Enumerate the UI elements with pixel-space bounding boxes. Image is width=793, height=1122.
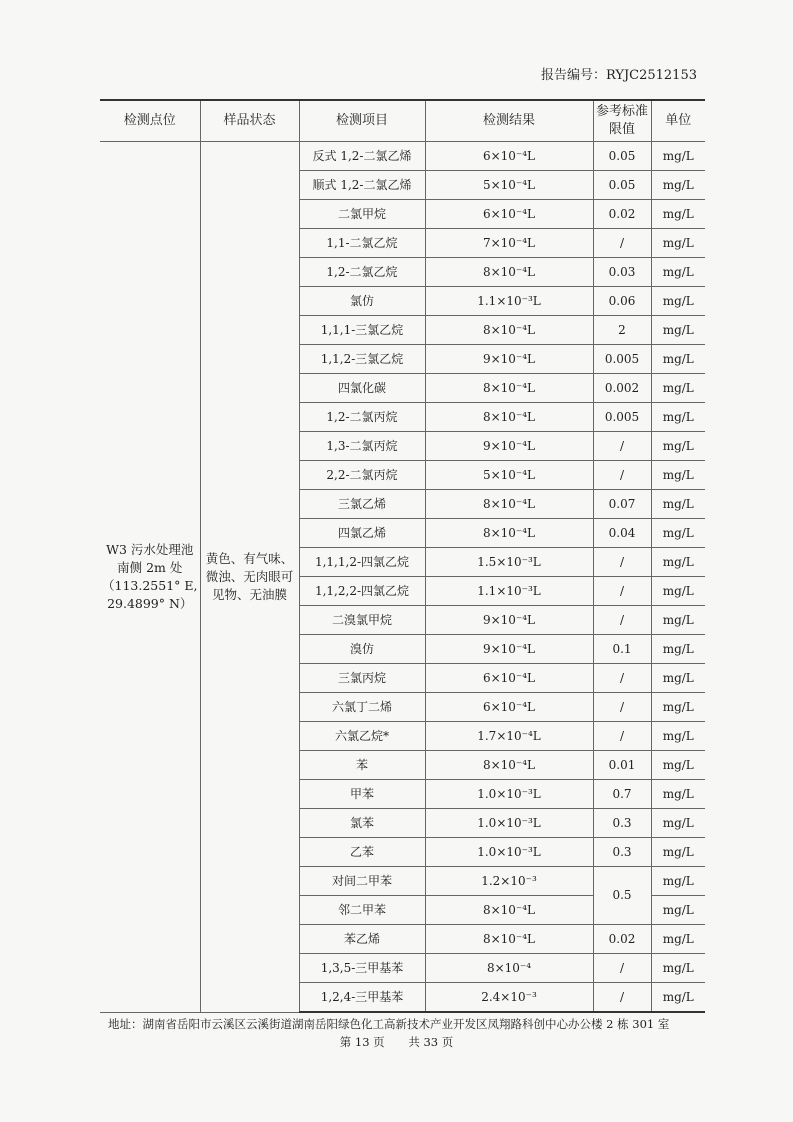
unit-cell: mg/L bbox=[651, 809, 705, 838]
reference-limit-cell: 0.7 bbox=[593, 780, 651, 809]
test-result-cell: 7×10⁻⁴L bbox=[425, 229, 593, 258]
report-number: 报告编号：RYJC2512153 bbox=[540, 68, 697, 83]
table-header-row bbox=[100, 100, 705, 142]
unit-cell: mg/L bbox=[651, 983, 705, 1013]
reference-limit-cell: 0.03 bbox=[593, 258, 651, 287]
unit-cell: mg/L bbox=[651, 229, 705, 258]
sample-state-cell: 黄色、有气味、微浊、无肉眼可见物、无油膜 bbox=[200, 142, 299, 1013]
test-item-cell: 苯 bbox=[299, 751, 425, 780]
col-header-unit: 单位 bbox=[651, 100, 705, 142]
test-item-cell: 1,1,1,2-四氯乙烷 bbox=[299, 548, 425, 577]
page-number bbox=[0, 1034, 793, 1050]
test-result-cell: 1.0×10⁻³L bbox=[425, 809, 593, 838]
test-item-cell: 六氯乙烷* bbox=[299, 722, 425, 751]
reference-limit-cell: 0.1 bbox=[593, 635, 651, 664]
test-result-cell: 8×10⁻⁴L bbox=[425, 490, 593, 519]
test-item-cell: 乙苯 bbox=[299, 838, 425, 867]
test-result-cell: 1.1×10⁻³L bbox=[425, 287, 593, 316]
test-result-cell: 8×10⁻⁴L bbox=[425, 403, 593, 432]
unit-cell: mg/L bbox=[651, 925, 705, 954]
unit-cell: mg/L bbox=[651, 316, 705, 345]
test-result-cell: 6×10⁻⁴L bbox=[425, 664, 593, 693]
reference-limit-cell: 0.005 bbox=[593, 403, 651, 432]
table-row bbox=[100, 142, 705, 171]
unit-cell: mg/L bbox=[651, 780, 705, 809]
reference-limit-cell: / bbox=[593, 722, 651, 751]
test-item-cell: 二氯甲烷 bbox=[299, 200, 425, 229]
test-item-cell: 1,3-二氯丙烷 bbox=[299, 432, 425, 461]
unit-cell: mg/L bbox=[651, 751, 705, 780]
reference-limit-cell: 0.05 bbox=[593, 171, 651, 200]
reference-limit-cell: / bbox=[593, 693, 651, 722]
reference-limit-cell: / bbox=[593, 983, 651, 1013]
reference-limit-cell: 0.05 bbox=[593, 142, 651, 171]
unit-cell: mg/L bbox=[651, 461, 705, 490]
col-header-sample-state: 样品状态 bbox=[200, 100, 299, 142]
test-item-cell: 对间二甲苯 bbox=[299, 867, 425, 896]
test-item-cell: 邻二甲苯 bbox=[299, 896, 425, 925]
test-result-cell: 8×10⁻⁴L bbox=[425, 258, 593, 287]
reference-limit-cell: / bbox=[593, 432, 651, 461]
test-result-cell: 1.5×10⁻³L bbox=[425, 548, 593, 577]
test-item-cell: 1,2-二氯乙烷 bbox=[299, 258, 425, 287]
reference-limit-cell: 0.3 bbox=[593, 809, 651, 838]
test-item-cell: 1,1,1-三氯乙烷 bbox=[299, 316, 425, 345]
reference-limit-cell: 2 bbox=[593, 316, 651, 345]
page-total: 共 33 页 bbox=[408, 1035, 454, 1049]
test-result-cell: 6×10⁻⁴L bbox=[425, 142, 593, 171]
unit-cell: mg/L bbox=[651, 664, 705, 693]
test-result-cell: 8×10⁻⁴ bbox=[425, 954, 593, 983]
test-results-table bbox=[100, 99, 705, 1013]
test-result-cell: 6×10⁻⁴L bbox=[425, 693, 593, 722]
test-item-cell: 四氯化碳 bbox=[299, 374, 425, 403]
unit-cell: mg/L bbox=[651, 432, 705, 461]
test-item-cell: 顺式 1,2-二氯乙烯 bbox=[299, 171, 425, 200]
test-result-cell: 9×10⁻⁴L bbox=[425, 432, 593, 461]
unit-cell: mg/L bbox=[651, 345, 705, 374]
unit-cell: mg/L bbox=[651, 838, 705, 867]
reference-limit-cell: / bbox=[593, 954, 651, 983]
reference-limit-cell: 0.3 bbox=[593, 838, 651, 867]
test-item-cell: 1,2,4-三甲基苯 bbox=[299, 983, 425, 1013]
test-item-cell: 苯乙烯 bbox=[299, 925, 425, 954]
test-item-cell: 反式 1,2-二氯乙烯 bbox=[299, 142, 425, 171]
reference-limit-cell: 0.06 bbox=[593, 287, 651, 316]
unit-cell: mg/L bbox=[651, 896, 705, 925]
reference-limit-cell: 0.005 bbox=[593, 345, 651, 374]
unit-cell: mg/L bbox=[651, 171, 705, 200]
unit-cell: mg/L bbox=[651, 403, 705, 432]
test-result-cell: 8×10⁻⁴L bbox=[425, 374, 593, 403]
test-result-cell: 5×10⁻⁴L bbox=[425, 171, 593, 200]
unit-cell: mg/L bbox=[651, 548, 705, 577]
reference-limit-cell: / bbox=[593, 664, 651, 693]
col-header-limit: 参考标准限值 bbox=[593, 100, 651, 142]
test-result-cell: 1.7×10⁻⁴L bbox=[425, 722, 593, 751]
reference-limit-cell: 0.07 bbox=[593, 490, 651, 519]
test-result-cell: 9×10⁻⁴L bbox=[425, 635, 593, 664]
reference-limit-cell: 0.04 bbox=[593, 519, 651, 548]
test-item-cell: 四氯乙烯 bbox=[299, 519, 425, 548]
test-item-cell: 2,2-二氯丙烷 bbox=[299, 461, 425, 490]
col-header-site: 检测点位 bbox=[100, 100, 200, 142]
test-item-cell: 1,1,2,2-四氯乙烷 bbox=[299, 577, 425, 606]
unit-cell: mg/L bbox=[651, 693, 705, 722]
unit-cell: mg/L bbox=[651, 142, 705, 171]
reference-limit-cell: / bbox=[593, 606, 651, 635]
unit-cell: mg/L bbox=[651, 867, 705, 896]
unit-cell: mg/L bbox=[651, 490, 705, 519]
col-header-item: 检测项目 bbox=[299, 100, 425, 142]
reference-limit-cell: / bbox=[593, 548, 651, 577]
reference-limit-cell: 0.02 bbox=[593, 200, 651, 229]
reference-limit-cell: 0.02 bbox=[593, 925, 651, 954]
test-result-cell: 1.1×10⁻³L bbox=[425, 577, 593, 606]
test-result-cell: 1.2×10⁻³ bbox=[425, 867, 593, 896]
test-item-cell: 1,1,2-三氯乙烷 bbox=[299, 345, 425, 374]
test-result-cell: 8×10⁻⁴L bbox=[425, 896, 593, 925]
test-item-cell: 1,3,5-三甲基苯 bbox=[299, 954, 425, 983]
unit-cell: mg/L bbox=[651, 287, 705, 316]
unit-cell: mg/L bbox=[651, 722, 705, 751]
test-item-cell: 六氯丁二烯 bbox=[299, 693, 425, 722]
test-item-cell: 三氯乙烯 bbox=[299, 490, 425, 519]
reference-limit-cell: 0.002 bbox=[593, 374, 651, 403]
test-result-cell: 8×10⁻⁴L bbox=[425, 751, 593, 780]
test-item-cell: 甲苯 bbox=[299, 780, 425, 809]
reference-limit-cell: / bbox=[593, 461, 651, 490]
unit-cell: mg/L bbox=[651, 258, 705, 287]
test-result-cell: 9×10⁻⁴L bbox=[425, 345, 593, 374]
reference-limit-cell: 0.5 bbox=[593, 867, 651, 925]
test-result-cell: 8×10⁻⁴L bbox=[425, 519, 593, 548]
test-item-cell: 1,2-二氯丙烷 bbox=[299, 403, 425, 432]
test-item-cell: 氯苯 bbox=[299, 809, 425, 838]
monitoring-site-cell: W3 污水处理池南侧 2m 处（113.2551° E, 29.4899° N） bbox=[100, 142, 200, 1013]
page-current: 第 13 页 bbox=[339, 1035, 385, 1049]
footer-address: 地址：湖南省岳阳市云溪区云溪街道湖南岳阳绿色化工高新技术产业开发区凤翔路科创中心办公楼 2 栋 301 室 bbox=[108, 1017, 670, 1031]
unit-cell: mg/L bbox=[651, 519, 705, 548]
test-result-cell: 1.0×10⁻³L bbox=[425, 838, 593, 867]
unit-cell: mg/L bbox=[651, 200, 705, 229]
reference-limit-cell: / bbox=[593, 229, 651, 258]
col-header-result: 检测结果 bbox=[425, 100, 593, 142]
test-result-cell: 8×10⁻⁴L bbox=[425, 316, 593, 345]
unit-cell: mg/L bbox=[651, 374, 705, 403]
unit-cell: mg/L bbox=[651, 606, 705, 635]
test-result-cell: 5×10⁻⁴L bbox=[425, 461, 593, 490]
test-result-cell: 1.0×10⁻³L bbox=[425, 780, 593, 809]
reference-limit-cell: 0.01 bbox=[593, 751, 651, 780]
unit-cell: mg/L bbox=[651, 635, 705, 664]
test-item-cell: 二溴氯甲烷 bbox=[299, 606, 425, 635]
reference-limit-cell: / bbox=[593, 577, 651, 606]
test-item-cell: 溴仿 bbox=[299, 635, 425, 664]
test-result-cell: 9×10⁻⁴L bbox=[425, 606, 593, 635]
unit-cell: mg/L bbox=[651, 954, 705, 983]
test-result-cell: 8×10⁻⁴L bbox=[425, 925, 593, 954]
test-item-cell: 1,1-二氯乙烷 bbox=[299, 229, 425, 258]
test-item-cell: 氯仿 bbox=[299, 287, 425, 316]
unit-cell: mg/L bbox=[651, 577, 705, 606]
test-item-cell: 三氯丙烷 bbox=[299, 664, 425, 693]
test-result-cell: 6×10⁻⁴L bbox=[425, 200, 593, 229]
test-result-cell: 2.4×10⁻³ bbox=[425, 983, 593, 1013]
